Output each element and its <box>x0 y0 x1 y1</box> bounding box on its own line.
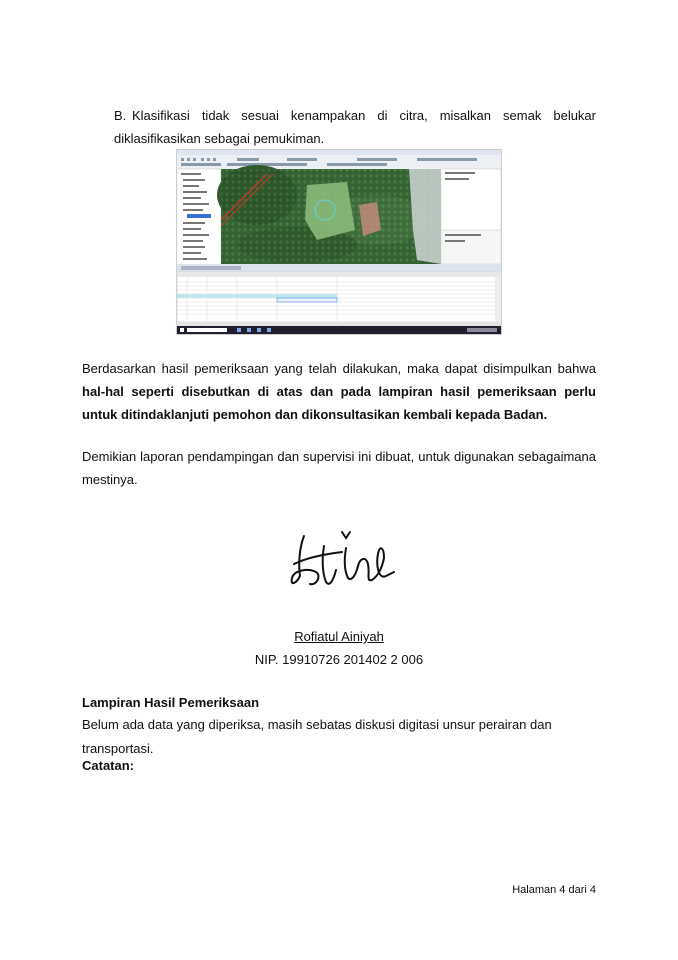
lampiran-title: Lampiran Hasil Pemeriksaan <box>82 695 260 710</box>
signature-image <box>286 528 396 600</box>
lampiran-body: Belum ada data yang diperiksa, masih sebatas diskusi digitasi unsur perairan dan transportasi. <box>82 717 552 756</box>
gis-screenshot-figure <box>176 149 502 335</box>
list-marker: B. <box>114 108 127 123</box>
list-item-text: Klasifikasi tidak sesuai kenampakan di citra, misalkan semak belukar diklasifikasikan sebagai pemukiman. <box>114 108 596 146</box>
closing-paragraph: Demikian laporan pendampingan dan supervisi ini dibuat, untuk digunakan sebagaimana mestinya. <box>82 449 596 487</box>
page-number: Halaman 4 dari 4 <box>512 884 596 896</box>
signer-name: Rofiatul Ainiyah <box>294 629 384 644</box>
list-item-b <box>114 104 596 150</box>
conclusion-bold-text: hal-hal seperti disebutkan di atas dan pada lampiran hasil pemeriksaan perlu untuk ditindaklanjuti pemohon dan dikonsultasikan kembali kepada Badan. <box>82 384 596 422</box>
conclusion-text: Berdasarkan hasil pemeriksaan yang telah dilakukan, maka dapat disimpulkan bahwa <box>82 361 596 376</box>
conclusion-paragraph <box>82 357 596 426</box>
catatan-label: Catatan: <box>82 758 135 773</box>
signer-nip: NIP. 19910726 201402 2 006 <box>254 652 424 667</box>
gis-application-image <box>177 150 501 334</box>
